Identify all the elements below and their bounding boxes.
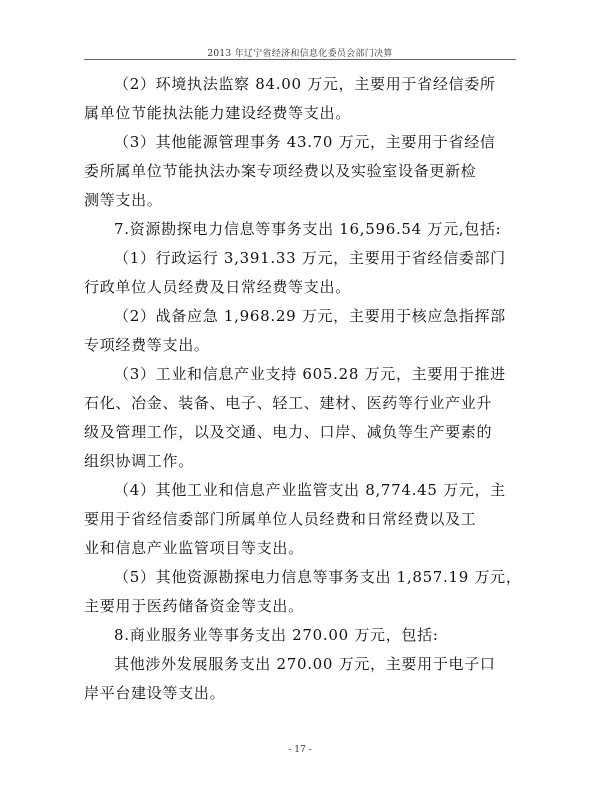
body-text-line: 要用于省经信委部门所属单位人员经费和日常经费以及工 [84, 510, 477, 528]
running-header: 2013 年辽宁省经济和信息化委员会部门决算 [207, 49, 393, 59]
body-text-line: （3）其他能源管理事务 43.70 万元，主要用于省经信 [114, 133, 496, 151]
document-body [84, 70, 522, 708]
header-divider [84, 59, 516, 60]
body-text-line: 专项经费等支出。 [84, 336, 210, 354]
body-text-line: 级及管理工作，以及交通、电力、口岸、减负等生产要素的 [84, 423, 493, 441]
body-text-line: 组织协调工作。 [84, 452, 194, 470]
body-text-line: 岸平台建设等支出。 [84, 684, 226, 702]
body-text-line: 属单位节能执法能力建设经费等支出。 [84, 104, 351, 122]
body-text-line: 8.商业服务业等事务支出 270.00 万元，包括: [114, 626, 439, 644]
body-text-line: 委所属单位节能执法办案专项经费以及实验室设备更新检 [84, 162, 477, 180]
body-text-line: （3）工业和信息产业支持 605.28 万元，主要用于推进 [114, 365, 506, 383]
body-text-line: （4）其他工业和信息产业监管支出 8,774.45 万元，主 [114, 481, 506, 499]
body-text-line: （2）环境执法监察 84.00 万元，主要用于省经信委所 [114, 75, 496, 93]
body-text-line: 行政单位人员经费及日常经费等支出。 [84, 278, 351, 296]
body-text-line: 石化、冶金、装备、电子、轻工、建材、医药等行业产业升 [84, 394, 493, 412]
body-text-line: 业和信息产业监管项目等支出。 [84, 539, 304, 557]
body-text-line: （2）战备应急 1,968.29 万元，主要用于核应急指挥部 [114, 307, 506, 325]
page-number: - 17 - [288, 745, 312, 755]
body-text-line: 7.资源勘探电力信息等事务支出 16,596.54 万元,包括: [114, 220, 502, 238]
body-text-line: （5）其他资源勘探电力信息等事务支出 1,857.19 万元， [114, 568, 522, 586]
body-text-line: 主要用于医药储备资金等支出。 [84, 597, 304, 615]
body-text-line: 其他涉外发展服务支出 270.00 万元，主要用于电子口 [114, 655, 496, 673]
body-text-line: （1）行政运行 3,391.33 万元，主要用于省经信委部门 [114, 249, 506, 267]
body-text-line: 测等支出。 [84, 191, 163, 209]
